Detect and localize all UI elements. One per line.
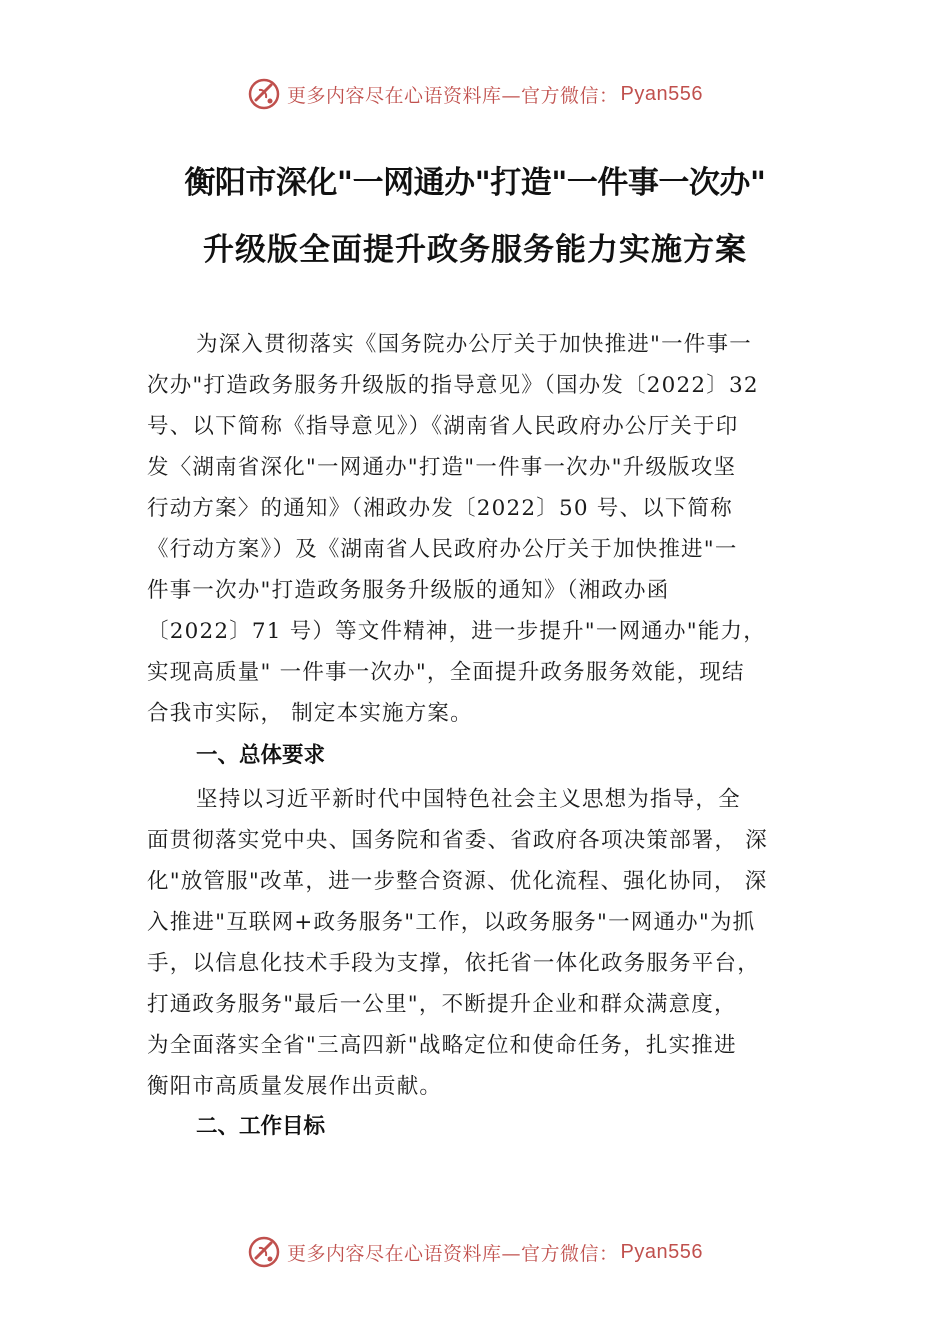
intro-line: 次办"打造政务服务升级版的指导意见》（国办发〔2022〕32 <box>147 373 759 398</box>
section1-line: 为全面落实全省"三高四新"战略定位和使命任务，扎实推进 <box>147 1033 737 1058</box>
section-heading-work-goals: 二、工作目标 <box>196 1114 326 1139</box>
intro-line: 《行动方案》）及《湖南省人民政府办公厅关于加快推进"一 <box>147 537 738 562</box>
section1-line: 坚持以习近平新时代中国特色社会主义思想为指导，全 <box>196 787 741 812</box>
watermark-text: 更多内容尽在心语资料库—官方微信： <box>287 84 619 107</box>
intro-line: 为深入贯彻落实《国务院办公厅关于加快推进"一件事一 <box>196 332 752 357</box>
watermark-wechat-id: Pyan556 <box>620 82 703 105</box>
intro-line: 实现高质量" 一件事一次办"，全面提升政务服务效能，现结 <box>147 660 745 685</box>
footer-watermark <box>0 1230 950 1274</box>
watermark-wechat-id: Pyan556 <box>620 1240 703 1263</box>
section1-line: 化"放管服"改革，进一步整合资源、优化流程、强化协同， 深 <box>147 869 768 894</box>
watermark-text: 更多内容尽在心语资料库—官方微信： <box>287 1242 619 1265</box>
header-watermark <box>0 72 950 116</box>
intro-line: 号、以下简称《指导意见》）《湖南省人民政府办公厅关于印 <box>147 414 739 439</box>
document-title-line-1: 衡阳市深化"一网通办"打造"一件事一次办" <box>184 165 766 201</box>
intro-line: 行动方案〉的通知》（湘政办发〔2022〕50 号、以下简称 <box>147 496 733 521</box>
intro-line: 发〈湖南省深化"一网通办"打造"一件事一次办"升级版攻坚 <box>147 455 737 480</box>
intro-line: 〔2022〕71 号）等文件精神，进一步提升"一网通办"能力， <box>147 619 766 644</box>
section-heading-general-requirements: 一、总体要求 <box>196 743 326 768</box>
intro-line: 合我市实际， 制定本实施方案。 <box>147 701 473 726</box>
section1-line: 打通政务服务"最后一公里"，不断提升企业和群众满意度， <box>147 992 737 1017</box>
section1-line: 入推进"互联网+政务服务"工作，以政务服务"一网通办"为抓 <box>147 910 756 935</box>
logo-icon <box>247 77 281 111</box>
document-title-line-2: 升级版全面提升政务服务能力实施方案 <box>203 232 747 268</box>
intro-line: 件事一次办"打造政务服务升级版的通知》（湘政办函 <box>147 578 670 603</box>
section1-line: 面贯彻落实党中央、国务院和省委、省政府各项决策部署， 深 <box>147 828 768 853</box>
section1-line: 手，以信息化技术手段为支撑，依托省一体化政务服务平台， <box>147 951 760 976</box>
logo-icon <box>247 1235 281 1269</box>
section1-line: 衡阳市高质量发展作出贡献。 <box>147 1074 443 1099</box>
